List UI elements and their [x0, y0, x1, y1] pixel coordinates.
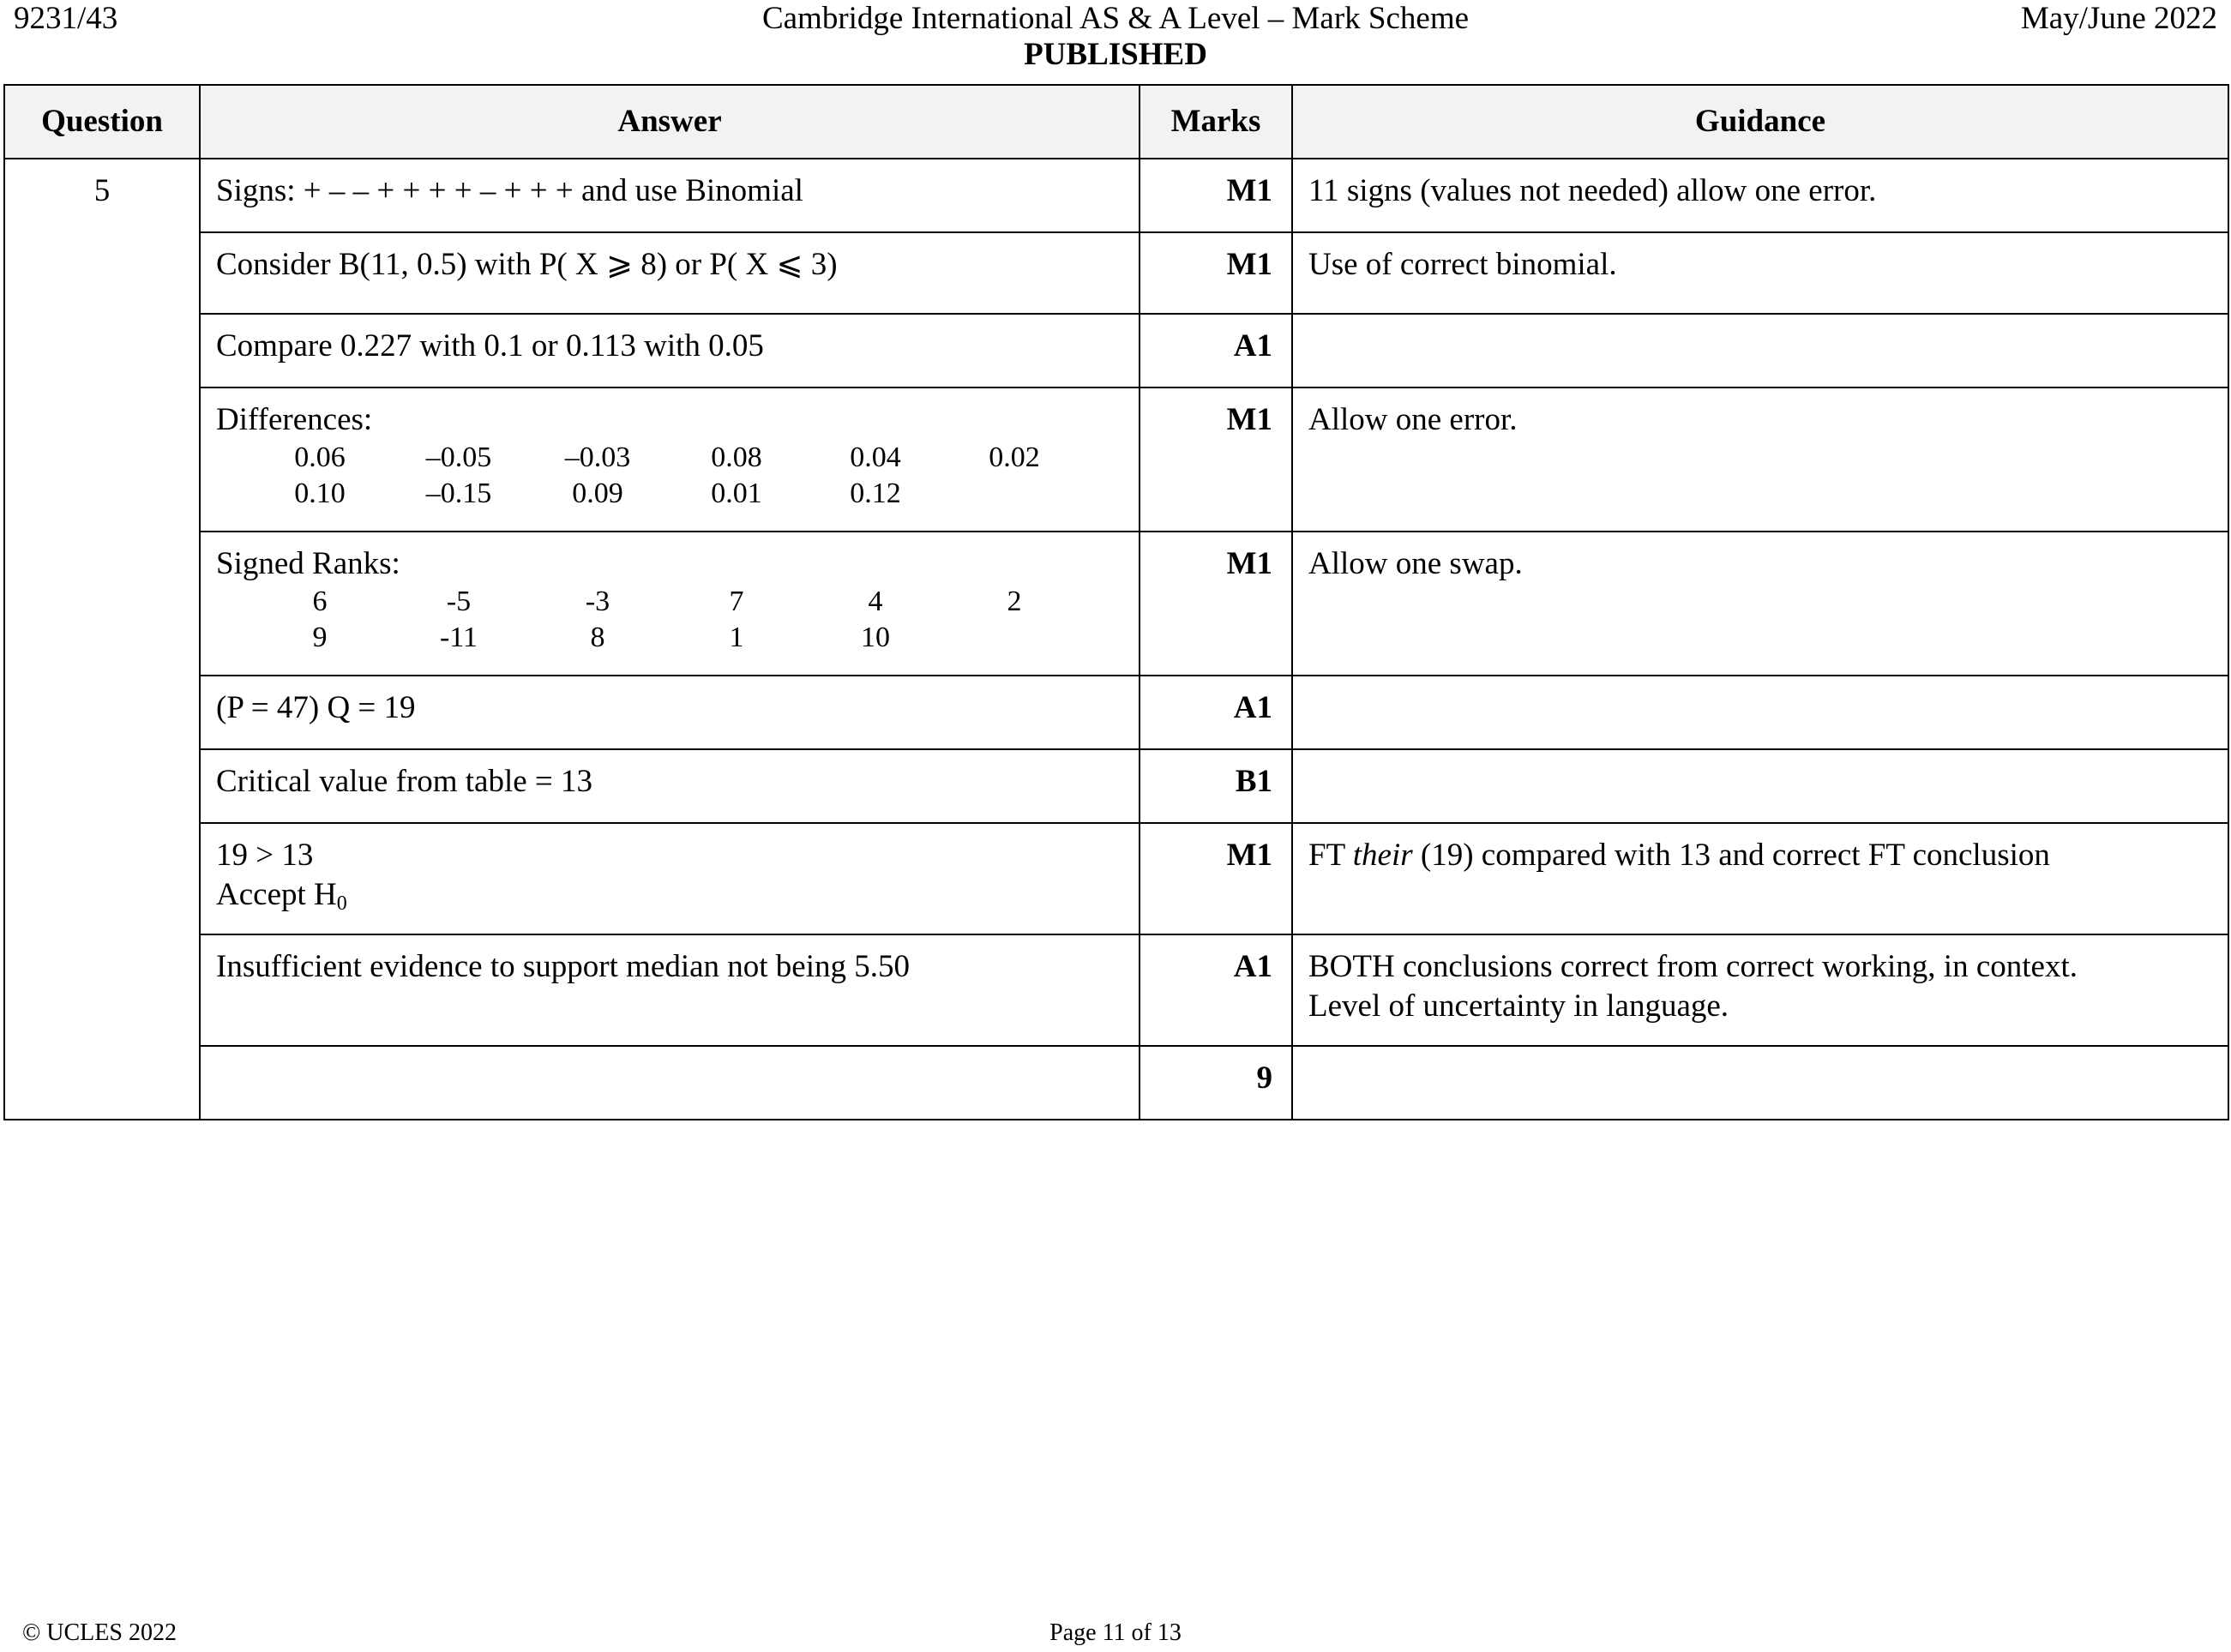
mark-cell: M1: [1140, 387, 1292, 532]
answer-cell: (P = 47) Q = 19: [200, 676, 1140, 749]
difference-value: 0.10: [294, 478, 346, 509]
signed-rank-value: 6: [312, 586, 328, 617]
guidance-cell: Use of correct binomial.: [1292, 232, 2228, 314]
table-row: [4, 934, 2228, 1046]
guidance-text: (19) compared with 13 and correct FT conclusion: [1412, 838, 2050, 873]
column-header-guidance: Guidance: [1292, 85, 2228, 159]
table-row: [4, 676, 2228, 749]
guidance-emphasis: their: [1352, 838, 1413, 873]
answer-cell: Signs: + – – + + + + – + + + and use Binomial: [200, 159, 1140, 232]
answer-line: [216, 875, 1123, 923]
answer-cell: Insufficient evidence to support median not being 5.50: [200, 934, 1140, 1046]
difference-value: 0.12: [850, 478, 901, 509]
guidance-cell: Allow one error.: [1292, 387, 2228, 532]
signed-rank-value: -3: [585, 586, 610, 617]
answer-cell: [200, 823, 1140, 934]
guidance-line: Level of uncertainty in language.: [1308, 988, 1729, 1024]
mark-cell: M1: [1140, 159, 1292, 232]
exam-session-date: May/June 2022: [2020, 1, 2217, 36]
difference-value: 0.01: [711, 478, 762, 509]
differences-row: [216, 476, 1123, 512]
table-row: [4, 823, 2228, 934]
question-number: 5: [4, 159, 200, 1120]
table-header-row: [4, 85, 2228, 159]
signed-ranks-grid: [216, 584, 1123, 656]
signed-ranks-label: Signed Ranks:: [216, 546, 400, 581]
guidance-text: FT: [1308, 838, 1353, 873]
signed-rank-value: 10: [861, 622, 890, 653]
guidance-cell: [1292, 676, 2228, 749]
differences-label: Differences:: [216, 402, 373, 437]
signed-rank-value: 7: [729, 586, 744, 617]
mark-cell: A1: [1140, 676, 1292, 749]
difference-value: –0.15: [425, 478, 492, 509]
published-label: PUBLISHED: [1024, 37, 1207, 72]
table-row: [4, 749, 2228, 823]
table-row: [4, 387, 2228, 532]
difference-value: –0.05: [425, 442, 492, 473]
guidance-cell: Allow one swap.: [1292, 532, 2228, 676]
subscript: 0: [336, 892, 347, 915]
difference-value: –0.03: [564, 442, 631, 473]
guidance-cell: [1292, 823, 2228, 934]
answer-line: 19 > 13: [216, 838, 314, 873]
mark-scheme-table: [3, 84, 2229, 1120]
answer-cell: [200, 1046, 1140, 1120]
table-row: [4, 532, 2228, 676]
signed-rank-value: 2: [1007, 586, 1022, 617]
signed-rank-value: -11: [439, 622, 478, 653]
signed-rank-value: 8: [590, 622, 605, 653]
answer-cell: [200, 532, 1140, 676]
guidance-cell: 11 signs (values not needed) allow one error.: [1292, 159, 2228, 232]
table-row: [4, 314, 2228, 387]
mark-cell: M1: [1140, 532, 1292, 676]
mark-cell: M1: [1140, 232, 1292, 314]
signed-rank-value: 1: [729, 622, 744, 653]
column-header-answer: Answer: [200, 85, 1140, 159]
difference-value: 0.08: [711, 442, 762, 473]
differences-row: [216, 440, 1123, 476]
guidance-cell: [1292, 934, 2228, 1046]
answer-cell: [200, 387, 1140, 532]
guidance-cell: [1292, 749, 2228, 823]
total-marks: 9: [1140, 1046, 1292, 1120]
total-row: [4, 1046, 2228, 1120]
answer-cell: Critical value from table = 13: [200, 749, 1140, 823]
signed-rank-value: 4: [868, 586, 883, 617]
signed-rank-value: 9: [312, 622, 328, 653]
answer-text: Accept H: [216, 877, 337, 912]
page-number: Page 11 of 13: [1049, 1619, 1182, 1646]
column-header-marks: Marks: [1140, 85, 1292, 159]
table-row: [4, 159, 2228, 232]
answer-cell: Consider B(11, 0.5) with P( X ⩾ 8) or P( X ⩽ 3): [200, 232, 1140, 314]
answer-cell: Compare 0.227 with 0.1 or 0.113 with 0.05: [200, 314, 1140, 387]
differences-grid: [216, 440, 1123, 512]
column-header-question: Question: [4, 85, 200, 159]
guidance-line: BOTH conclusions correct from correct working, in context.: [1308, 949, 2078, 984]
mark-cell: A1: [1140, 314, 1292, 387]
mark-cell: B1: [1140, 749, 1292, 823]
difference-value: 0.06: [294, 442, 346, 473]
copyright-notice: © UCLES 2022: [22, 1619, 177, 1646]
signed-ranks-row: [216, 620, 1123, 656]
document-code: 9231/43: [14, 1, 118, 36]
guidance-cell: [1292, 1046, 2228, 1120]
mark-cell: A1: [1140, 934, 1292, 1046]
signed-ranks-row: [216, 584, 1123, 620]
signed-rank-value: -5: [446, 586, 472, 617]
mark-cell: M1: [1140, 823, 1292, 934]
document-title: Cambridge International AS & A Level – Mark Scheme: [761, 1, 1470, 36]
difference-value: 0.09: [572, 478, 623, 509]
table-row: [4, 232, 2228, 314]
difference-value: 0.02: [989, 442, 1040, 473]
guidance-cell: [1292, 314, 2228, 387]
difference-value: 0.04: [850, 442, 901, 473]
